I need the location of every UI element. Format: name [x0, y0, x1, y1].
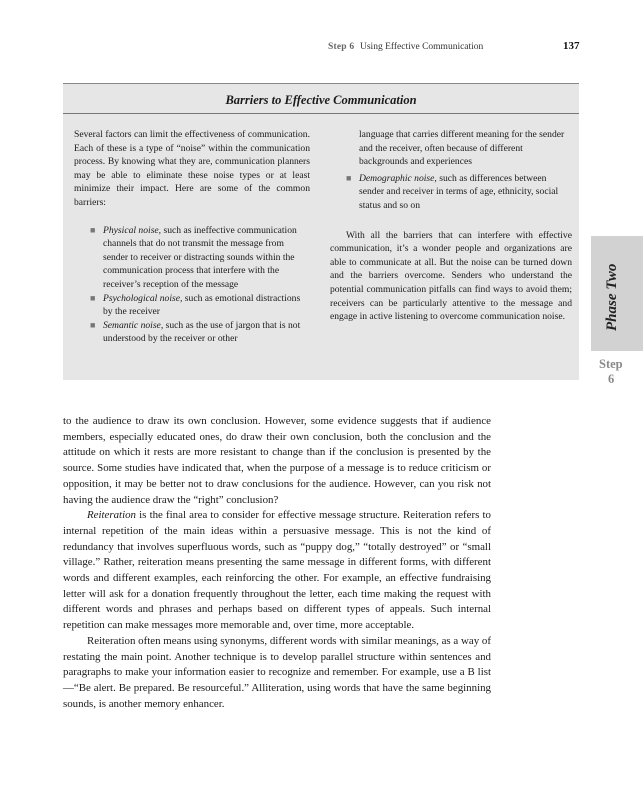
- barrier-list: [74, 224, 310, 346]
- barrier-description: such as emotional distractions by the receiver: [103, 292, 301, 318]
- sidebar-box-barriers: [63, 83, 579, 380]
- bullet-icon: ■: [90, 319, 96, 330]
- barrier-term: Demographic noise,: [359, 172, 437, 184]
- box-title: Barriers to Effective Communication: [225, 93, 417, 107]
- barrier-item-physical: [74, 224, 310, 292]
- box-intro-paragraph: Several factors can limit the effectiveness of communication. Each of these is a type of “noise” within the communication process. By knowing what they are, communication planners may be able to eliminate these noise types or at least minimize their impact. Here are some of the common barriers:: [74, 129, 310, 208]
- body-paragraph-1: to the audience to draw its own conclusion. However, some evidence suggests that if audience members, especially educated ones, do draw their own conclusion, both the conclusion and the attitude on which it rests are more resistant to change than if the conclusion is presented by the source. Some studies have indicated that, when the purpose of a message is to reduce criticism or opposition, it may be better not to draw conclusions for the audience. However, can you risk not having the audience draw the “right” conclusion?: [63, 415, 491, 506]
- body-text: [63, 414, 491, 712]
- semantic-continued: language that carries different meaning for the sender and the receiver, often because of different backgrounds and experiences: [359, 129, 565, 168]
- step-tab-number: 6: [608, 372, 615, 386]
- page-number: 137: [563, 40, 580, 52]
- phase-side-tab: [591, 236, 643, 351]
- barrier-description: such as the use of jargon that is not understood by the receiver or other: [103, 319, 301, 345]
- barrier-description: such as ineffective communication channels that do not transmit the message from sender to receiver or distracting sounds within the communication process that interfere with the receiver’s reception of the message: [103, 224, 297, 290]
- body-paragraph-3: Reiteration often means using synonyms, different words with similar meanings, as a way of restating the main point. Another technique is to develop parallel structure within sentences and paragraphs to make your information easier to recognize and remember. For example, use a B list—“Be alert. Be prepared. Be resourceful.” Alliteration, using words that have the same beginning sounds, is another memory enhancer.: [63, 634, 491, 710]
- box-closing-paragraph: With all the barriers that can interfere with effective communication, it’s a wonder people and organizations are able to communicate at all. But the noise can be turned down and the barriers overcome. Senders who understand the potential communication pitfalls can find ways to avoid them; receivers can be particularly attentive to the message and engage in active listening to overcome communication noise.: [330, 229, 572, 323]
- header-step-label: Step 6: [328, 42, 355, 52]
- header-chapter-title: Using Effective Communication: [360, 42, 484, 52]
- bullet-icon: ■: [90, 224, 96, 235]
- step-tab-label: Step: [599, 357, 623, 371]
- barrier-item-semantic: [74, 319, 310, 346]
- barrier-list-continued: [330, 172, 572, 213]
- phase-label: Phase Two: [604, 263, 620, 331]
- body-paragraph-2-text: is the final area to consider for effective message structure. Reiteration refers to internal repetition of the main ideas within a persuasive message. This is not the kind of redundancy that involves superfluous words, such as “puppy dog,” “totally destroyed” or “small village.” Rather, reiteration means presenting the same message in different forms, with different words and different examples, each reinforcing the other. For example, an effective fundraising letter will ask for a donation frequently throughout the letter, each time making the request with different words and phrases and perhaps based on different types of appeals. Such internal repetition can make messages more memorable and, over time, more acceptable.: [63, 509, 491, 632]
- barrier-term: Semantic noise,: [103, 319, 164, 331]
- barrier-description: such as differences between sender and receiver in terms of age, ethnicity, social status and so on: [359, 172, 559, 211]
- box-right-column: [330, 128, 572, 324]
- barrier-item-demographic: [330, 172, 572, 213]
- box-left-column: [74, 128, 310, 346]
- barrier-term: Psychological noise,: [103, 292, 183, 304]
- body-paragraph-2: [63, 508, 491, 634]
- bullet-icon: ■: [346, 172, 352, 183]
- bullet-icon: ■: [90, 292, 96, 303]
- reiteration-term: Reiteration: [87, 509, 136, 522]
- barrier-term: Physical noise,: [103, 224, 162, 236]
- barrier-item-psychological: [74, 292, 310, 319]
- running-header: [0, 38, 643, 58]
- box-divider: [63, 113, 579, 114]
